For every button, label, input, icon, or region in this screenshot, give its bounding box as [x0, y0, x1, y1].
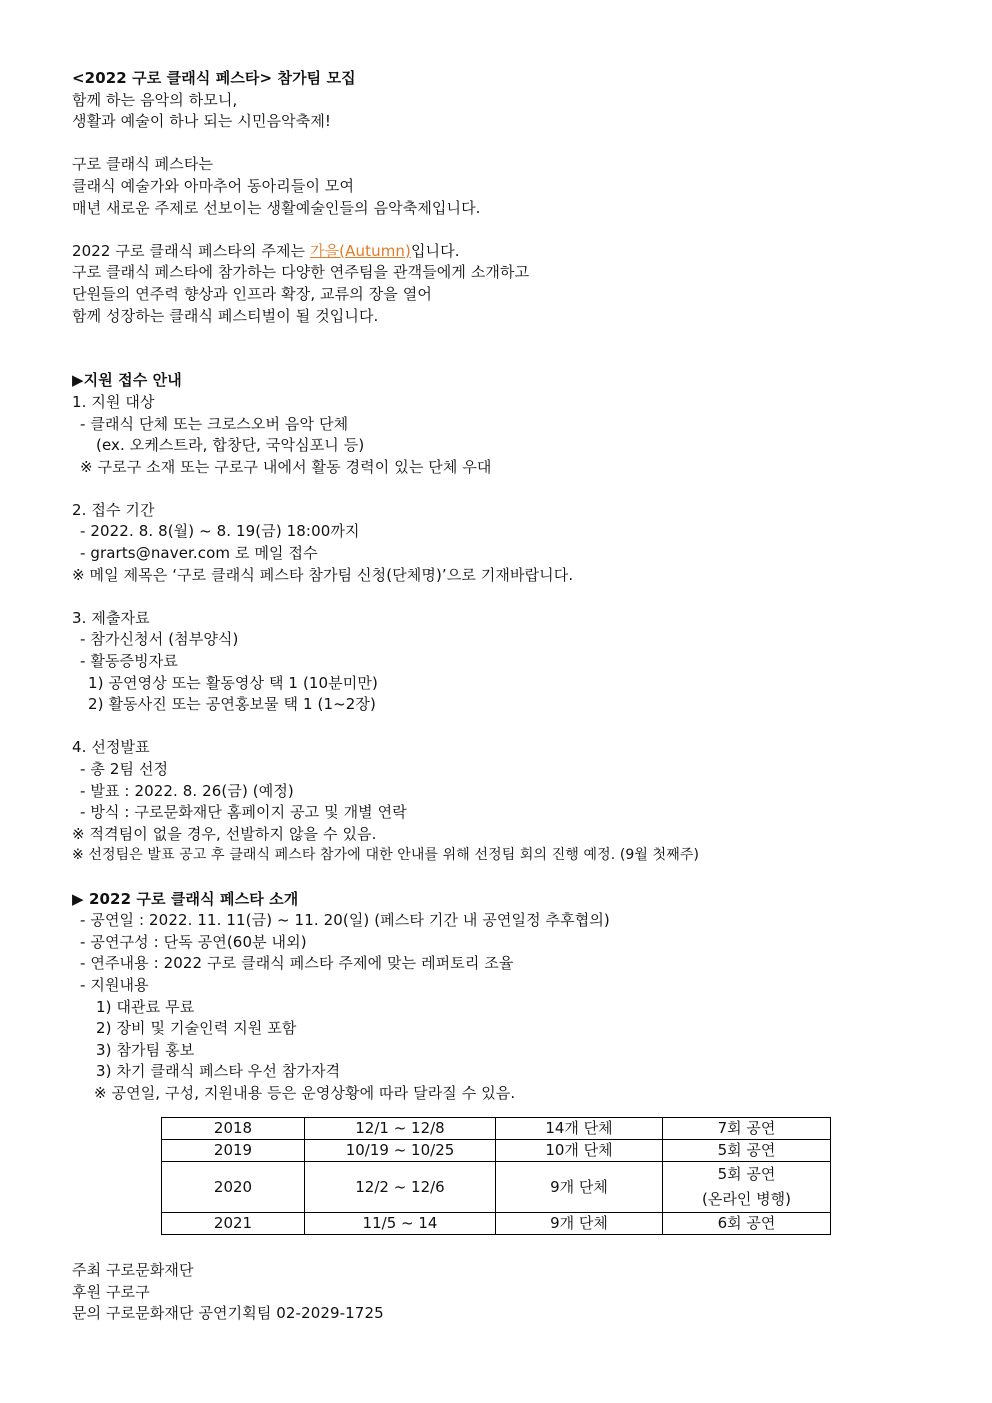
spacer — [72, 586, 932, 608]
spacer — [72, 219, 932, 241]
period-cell: 12/1 ~ 12/8 — [305, 1118, 496, 1140]
target-item-sub: (ex. 오케스트라, 합창단, 국악심포니 등) — [96, 436, 365, 455]
materials-heading: 3. 제출자료 — [72, 608, 150, 627]
theme-line — [72, 241, 932, 263]
host-line: 주최 구로문화재단 — [72, 1261, 194, 1279]
table-row — [162, 1118, 831, 1140]
festa-sub: 3) 참가팀 홍보 — [96, 1040, 195, 1059]
materials-sub: 2) 활동사진 또는 공연홍보물 택 1 (1~2장) — [88, 695, 376, 714]
spacer — [72, 478, 932, 500]
spacer — [72, 716, 932, 738]
period-note: ※ 메일 제목은 ‘구로 클래식 페스타 참가팀 신청(단체명)’으로 기재바랍니다. — [72, 565, 574, 584]
festa-sub: 3) 차기 클래식 페스타 우선 참가자격 — [96, 1062, 341, 1081]
period-cell: 12/2 ~ 12/6 — [305, 1162, 496, 1213]
selection-note: ※ 선정팀은 발표 공고 후 클래식 페스타 참가에 대한 안내를 위해 선정팀 회의 진행 예정. (9월 첫째주) — [72, 847, 700, 864]
year-cell: 2019 — [162, 1140, 305, 1162]
table-row — [162, 1213, 831, 1235]
festa-item: - 공연일 : 2022. 11. 11(금) ~ 11. 20(일) (페스타 기간 내 공연일정 추후협의) — [80, 911, 610, 930]
contact-line: 문의 구로문화재단 공연기획팀 02-2029-1725 — [72, 1304, 384, 1323]
shows-cell: 6회 공연 — [663, 1213, 831, 1235]
selection-note: ※ 적격팀이 없을 경우, 선발하지 않을 수 있음. — [72, 824, 377, 843]
shows-cell: 5회 공연 — [663, 1140, 831, 1162]
groups-cell: 10개 단체 — [496, 1140, 663, 1162]
section-heading-application: ▶지원 접수 안내 — [72, 371, 182, 390]
selection-item: - 발표 : 2022. 8. 26(금) (예정) — [80, 781, 294, 800]
page-title: <2022 구로 클래식 페스타> 참가팀 모집 — [72, 69, 356, 87]
year-cell: 2021 — [162, 1213, 305, 1235]
period-item: - 2022. 8. 8(월) ~ 8. 19(금) 18:00까지 — [80, 522, 360, 541]
theme-line: 구로 클래식 페스타에 참가하는 다양한 연주팀을 관객들에게 소개하고 — [72, 263, 530, 282]
spacer — [72, 867, 932, 889]
festa-sub: 1) 대관료 무료 — [96, 997, 195, 1016]
materials-sub: 1) 공연영상 또는 활동영상 택 1 (10분미만) — [88, 673, 378, 692]
selection-item: - 총 2팀 선정 — [80, 760, 169, 778]
shows-note: (온라인 병행) — [702, 1190, 791, 1208]
about-line: 매년 새로운 주제로 선보이는 생활예술인들의 음악축제입니다. — [72, 198, 481, 217]
materials-item: - 활동증빙자료 — [80, 652, 178, 671]
groups-cell: 9개 단체 — [496, 1213, 663, 1235]
spacer — [72, 349, 932, 371]
target-note: ※ 구로구 소재 또는 구로구 내에서 활동 경력이 있는 단체 우대 — [80, 457, 492, 476]
year-cell: 2018 — [162, 1118, 305, 1140]
period-heading: 2. 접수 기간 — [72, 500, 155, 519]
shows-text: 5회 공연 — [717, 1165, 776, 1183]
table-row — [162, 1140, 831, 1162]
period-cell: 10/19 ~ 10/25 — [305, 1140, 496, 1162]
about-line: 구로 클래식 페스타는 — [72, 155, 214, 174]
festa-item: - 지원내용 — [80, 975, 149, 994]
notice-document — [72, 68, 932, 1105]
festa-note: ※ 공연일, 구성, 지원내용 등은 운영상황에 따라 달라질 수 있음. — [94, 1083, 516, 1102]
theme-line: 단원들의 연주력 향상과 인프라 확장, 교류의 장을 열어 — [72, 284, 432, 303]
theme-text: 2022 구로 클래식 페스타의 주제는 — [72, 241, 310, 260]
history-table — [161, 1117, 831, 1235]
period-item: - grarts@naver.com 로 메일 접수 — [80, 544, 318, 563]
section-heading-festa: ▶ 2022 구로 클래식 페스타 소개 — [72, 889, 299, 908]
theme-text: 입니다. — [410, 241, 460, 260]
year-cell: 2020 — [162, 1162, 305, 1213]
spacer — [72, 133, 932, 155]
spacer — [72, 327, 932, 349]
about-line: 클래식 예술가와 아마추어 동아리들이 모여 — [72, 176, 355, 195]
footer — [72, 1260, 384, 1325]
table-row — [162, 1162, 831, 1213]
festa-item: - 연주내용 : 2022 구로 클래식 페스타 주제에 맞는 레퍼토리 조율 — [80, 954, 514, 973]
theme-highlight: 가을(Autumn) — [310, 241, 411, 260]
shows-cell: 7회 공연 — [663, 1118, 831, 1140]
intro-line: 함께 하는 음악의 하모니, — [72, 90, 238, 109]
groups-cell: 9개 단체 — [496, 1162, 663, 1213]
period-cell: 11/5 ~ 14 — [305, 1213, 496, 1235]
festa-sub: 2) 장비 및 기술인력 지원 포함 — [96, 1019, 297, 1038]
theme-line: 함께 성장하는 클래식 페스티벌이 될 것입니다. — [72, 306, 379, 325]
materials-item: - 참가신청서 (첨부양식) — [80, 630, 239, 649]
shows-cell — [663, 1162, 831, 1213]
festa-item: - 공연구성 : 단독 공연(60분 내외) — [80, 932, 307, 951]
target-item: - 클래식 단체 또는 크로스오버 음악 단체 — [80, 414, 349, 433]
target-heading: 1. 지원 대상 — [72, 392, 155, 411]
selection-item: - 방식 : 구로문화재단 홈페이지 공고 및 개별 연락 — [80, 803, 407, 822]
selection-heading: 4. 선정발표 — [72, 738, 150, 757]
intro-line: 생활과 예술이 하나 되는 시민음악축제! — [72, 112, 332, 131]
groups-cell: 14개 단체 — [496, 1118, 663, 1140]
sponsor-line: 후원 구로구 — [72, 1282, 150, 1301]
